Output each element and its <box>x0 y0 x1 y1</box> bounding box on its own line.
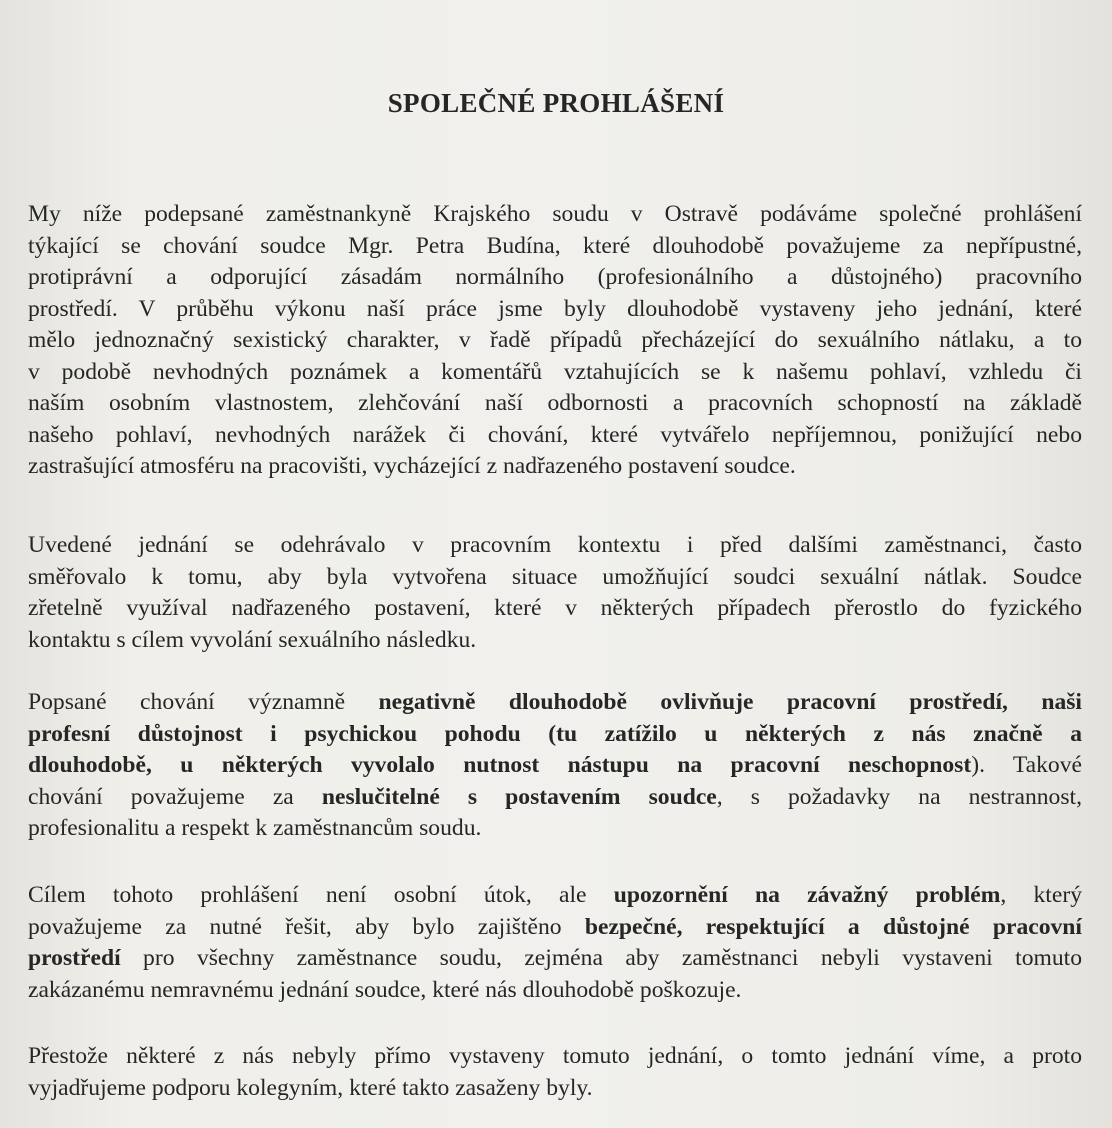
text-run: Cílem tohoto prohlášení není osobní útok, ale <box>28 882 614 908</box>
bold-text-run: prostředí <box>28 945 121 971</box>
text-run: pro všechny zaměstnance soudu, zejména aby zaměstnanci nebyli vystaveni tomuto <box>120 945 1082 971</box>
paragraph-5 <box>28 1041 1082 1104</box>
text-line: naším osobním vlastnostem, zlehčování naší odbornosti a pracovních schopností na základě <box>28 390 1082 416</box>
text-run: Popsané chování významně <box>28 689 379 715</box>
text-line: prostředí. V průběhu výkonu naší práce jsme byly dlouhodobě vystaveny jeho jednání, které <box>28 295 1082 322</box>
text-line <box>28 782 1082 814</box>
text-run: , který <box>1000 882 1082 908</box>
text-line: zřetelně využíval nadřazeného postavení, které v některých případech přerostlo do fyzického <box>28 595 1082 621</box>
text-line <box>28 813 1082 845</box>
text-run: chování považujeme za <box>28 783 322 810</box>
text-line: směřovalo k tomu, aby byla vytvořena situace umožňující soudci sexuální nátlak. Soudce <box>28 563 1082 590</box>
text-line: protiprávní a odporující zásadám normálního (profesionálního a důstojného) pracovního <box>28 264 1082 290</box>
text-line: mělo jednoznačný sexistický charakter, v řadě případů přecházející do sexuálního nátlaku, a to <box>28 327 1082 353</box>
paragraph-4 <box>28 880 1082 1006</box>
text-run: ). Takové <box>971 752 1082 778</box>
text-run: profesionalitu a respekt k zaměstnancům soudu. <box>28 815 482 841</box>
text-line: týkající se chování soudce Mgr. Petra Budína, které dlouhodobě považujeme za nepřípustné, <box>28 232 1082 259</box>
bold-text-run: upozornění na závažný problém <box>613 882 1001 908</box>
text-line: Uvedené jednání se odehrávalo v pracovním kontextu i před dalšími zaměstnanci, často <box>28 532 1082 558</box>
bold-text-run: neslučitelné s postavením soudce <box>321 783 717 810</box>
text-line: zastrašující atmosféru na pracovišti, vycházející z nadřazeného postavení soudce. <box>28 453 796 479</box>
bold-text-run: negativně dlouhodobě ovlivňuje pracovní prostředí, naši <box>378 689 1082 715</box>
text-line <box>28 912 1082 944</box>
text-line: vyjadřujeme podporu kolegyním, které takto zasaženy byly. <box>28 1074 593 1101</box>
paragraph-3 <box>28 687 1082 845</box>
text-line: My níže podepsané zaměstnankyně Krajského soudu v Ostravě podáváme společné prohlášení <box>28 201 1082 227</box>
text-line <box>28 943 1082 975</box>
text-line <box>28 750 1082 782</box>
text-line: kontaktu s cílem vyvolání sexuálního následku. <box>28 626 477 653</box>
bold-text-run: dlouhodobě, u některých vyvolalo nutnost nástupu na pracovní neschopnost <box>28 752 972 778</box>
text-line <box>28 880 1082 912</box>
text-line: v podobě nevhodných poznámek a komentářů vztahujících se k našemu pohlaví, vzhledu či <box>28 358 1082 385</box>
paragraph-1 <box>28 199 1082 483</box>
text-line <box>28 687 1082 719</box>
text-run: , s požadavky na nestrannost, <box>716 783 1082 810</box>
document-title: SPOLEČNÉ PROHLÁŠENÍ <box>387 88 725 118</box>
text-line: našeho pohlaví, nevhodných narážek či chování, které vytvářelo nepříjemnou, ponižující nebo <box>28 421 1082 448</box>
text-line <box>28 719 1082 751</box>
paragraph-2 <box>28 530 1082 656</box>
text-line: Přestože některé z nás nebyly přímo vystaveny tomuto jednání, o tomto jednání víme, a proto <box>28 1043 1082 1069</box>
bold-text-run: profesní důstojnost i psychickou pohodu (tu zatížilo u některých z nás značně a <box>28 720 1082 747</box>
text-run: považujeme za nutné řešit, aby bylo zajištěno <box>28 913 585 940</box>
text-run: zakázanému nemravnému jednání soudce, které nás dlouhodobě poškozuje. <box>28 976 742 1003</box>
text-line <box>28 975 1082 1007</box>
bold-text-run: bezpečné, respektující a důstojné pracovní <box>584 913 1082 940</box>
